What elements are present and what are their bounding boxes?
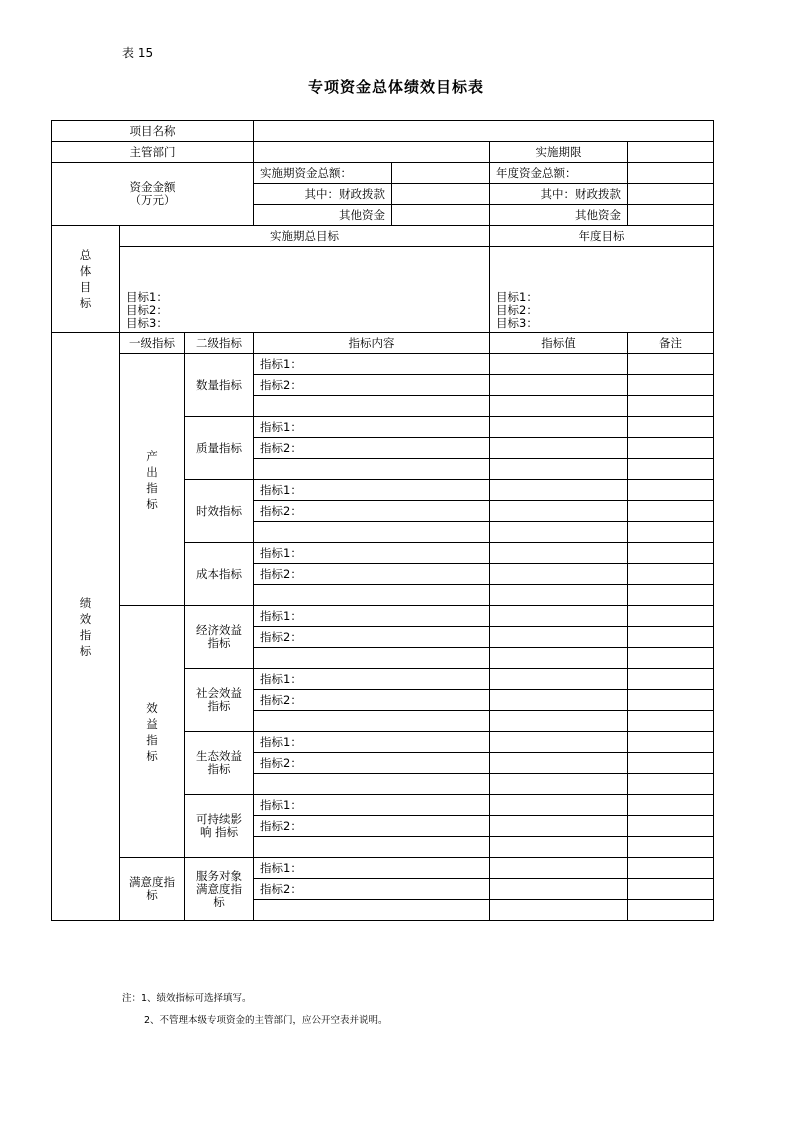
- level1-header: 一级指标: [120, 333, 185, 354]
- indicator-content[interactable]: 指标2：: [254, 564, 490, 585]
- level1-output-text: 产出指标: [146, 448, 158, 511]
- level1-benefit-text: 效益指标: [146, 700, 158, 763]
- indicator-remark[interactable]: [628, 648, 714, 669]
- period-goal-content[interactable]: [120, 247, 490, 333]
- indicator-content[interactable]: 指标2：: [254, 753, 490, 774]
- indicator-remark[interactable]: [628, 480, 714, 501]
- level1-satisfaction: 满意度指标: [120, 858, 185, 921]
- indicator-content[interactable]: 指标1：: [254, 543, 490, 564]
- level2-output-2: 质量指标: [185, 417, 254, 480]
- indicator-remark[interactable]: [628, 711, 714, 732]
- period-goal-2: 目标2：: [126, 303, 168, 317]
- annual-goal-header: 年度目标: [490, 226, 714, 247]
- annual-goal-1: 目标1：: [496, 290, 538, 304]
- period-value[interactable]: [628, 142, 714, 163]
- other-funds-label: 其他资金: [254, 205, 392, 226]
- fiscal-funds-period-value[interactable]: [392, 184, 490, 205]
- note-1: 注：1、绩效指标可选择填写。: [122, 993, 252, 1004]
- indicator-value[interactable]: [490, 543, 628, 564]
- indicator-content[interactable]: [254, 900, 490, 921]
- indicator-value[interactable]: [490, 648, 628, 669]
- other-funds-period-value[interactable]: [392, 205, 490, 226]
- indicator-value[interactable]: [490, 858, 628, 879]
- indicator-remark[interactable]: [628, 522, 714, 543]
- level2-output-4: 成本指标: [185, 543, 254, 606]
- note-2: 2、不管理本级专项资金的主管部门，应公开空表并说明。: [144, 1015, 388, 1026]
- remark-header: 备注: [628, 333, 714, 354]
- fiscal-funds-annual-value[interactable]: [628, 184, 714, 205]
- fund-amount-text: 资金金额: [129, 180, 176, 194]
- department-label: 主管部门: [52, 142, 254, 163]
- indicator-value[interactable]: [490, 375, 628, 396]
- indicator-remark[interactable]: [628, 501, 714, 522]
- indicator-value[interactable]: [490, 417, 628, 438]
- performance-text: 绩效指标: [79, 595, 92, 658]
- indicator-remark[interactable]: [628, 417, 714, 438]
- level2-satisfaction-1: 服务对象满意度指标: [185, 858, 254, 921]
- indicator-remark[interactable]: [628, 858, 714, 879]
- indicator-content[interactable]: [254, 459, 490, 480]
- annual-goal-3: 目标3：: [496, 316, 538, 330]
- indicator-value[interactable]: [490, 669, 628, 690]
- project-name-value[interactable]: [254, 121, 714, 142]
- indicator-remark[interactable]: [628, 375, 714, 396]
- indicator-value[interactable]: [490, 816, 628, 837]
- indicator-remark[interactable]: [628, 732, 714, 753]
- indicator-value[interactable]: [490, 459, 628, 480]
- performance-goal-table: [51, 120, 714, 921]
- content-header: 指标内容: [254, 333, 490, 354]
- indicator-remark[interactable]: [628, 396, 714, 417]
- indicator-value[interactable]: [490, 711, 628, 732]
- total-funds-period-value[interactable]: [392, 163, 490, 184]
- other-funds-annual-value[interactable]: [628, 205, 714, 226]
- indicator-remark[interactable]: [628, 543, 714, 564]
- indicator-value[interactable]: [490, 837, 628, 858]
- indicator-remark[interactable]: [628, 585, 714, 606]
- indicator-remark[interactable]: [628, 690, 714, 711]
- annual-total-funds-value[interactable]: [628, 163, 714, 184]
- indicator-value[interactable]: [490, 753, 628, 774]
- indicator-content[interactable]: 指标2：: [254, 816, 490, 837]
- other-funds-annual-label: 其他资金: [490, 205, 628, 226]
- indicator-content[interactable]: 指标2：: [254, 375, 490, 396]
- level1-benefit: [120, 606, 185, 858]
- indicator-value[interactable]: [490, 585, 628, 606]
- indicator-value[interactable]: [490, 900, 628, 921]
- indicator-value[interactable]: [490, 879, 628, 900]
- indicator-value[interactable]: [490, 732, 628, 753]
- page-title: 专项资金总体绩效目标表: [307, 78, 484, 96]
- indicator-value[interactable]: [490, 480, 628, 501]
- fund-amount-label: [52, 163, 254, 226]
- indicator-content[interactable]: 指标2：: [254, 879, 490, 900]
- indicator-content[interactable]: 指标1：: [254, 795, 490, 816]
- indicator-content[interactable]: 指标1：: [254, 354, 490, 375]
- level2-benefit-3: 生态效益 指标: [185, 732, 254, 795]
- indicator-value[interactable]: [490, 522, 628, 543]
- indicator-content[interactable]: [254, 774, 490, 795]
- department-value[interactable]: [254, 142, 490, 163]
- overall-goal-text: 总体目标: [79, 248, 92, 310]
- indicator-remark[interactable]: [628, 354, 714, 375]
- indicator-content[interactable]: 指标2：: [254, 690, 490, 711]
- period-goal-header: 实施期总目标: [120, 226, 490, 247]
- indicator-content[interactable]: 指标1：: [254, 732, 490, 753]
- annual-total-funds-label: 年度资金总额：: [490, 163, 628, 184]
- indicator-remark[interactable]: [628, 438, 714, 459]
- indicator-remark[interactable]: [628, 669, 714, 690]
- fiscal-funds-label: 其中：财政拨款: [254, 184, 392, 205]
- indicator-remark[interactable]: [628, 606, 714, 627]
- period-goal-3: 目标3：: [126, 316, 168, 330]
- project-name-label: 项目名称: [52, 121, 254, 142]
- level2-benefit-4: 可持续影响 指标: [185, 795, 254, 858]
- indicator-content[interactable]: [254, 837, 490, 858]
- indicator-remark[interactable]: [628, 795, 714, 816]
- indicator-remark[interactable]: [628, 627, 714, 648]
- fund-unit-text: （万元）: [129, 193, 176, 207]
- total-funds-period-label: 实施期资金总额：: [254, 163, 392, 184]
- annual-goal-2: 目标2：: [496, 303, 538, 317]
- level2-benefit-1: 经济效益 指标: [185, 606, 254, 669]
- indicator-content[interactable]: [254, 585, 490, 606]
- overall-goal-label: [52, 226, 120, 333]
- indicator-content[interactable]: 指标2：: [254, 438, 490, 459]
- indicator-value[interactable]: [490, 564, 628, 585]
- indicator-value[interactable]: [490, 354, 628, 375]
- indicator-content[interactable]: [254, 396, 490, 417]
- level2-output-1: 数量指标: [185, 354, 254, 417]
- indicator-content[interactable]: 指标1：: [254, 480, 490, 501]
- indicator-remark[interactable]: [628, 900, 714, 921]
- indicator-content[interactable]: 指标1：: [254, 417, 490, 438]
- indicator-content[interactable]: 指标2：: [254, 627, 490, 648]
- notes: [122, 988, 388, 1032]
- indicator-remark[interactable]: [628, 753, 714, 774]
- fiscal-funds-annual-label: 其中：财政拨款: [490, 184, 628, 205]
- indicator-value[interactable]: [490, 774, 628, 795]
- indicator-content[interactable]: 指标1：: [254, 858, 490, 879]
- indicator-remark[interactable]: [628, 879, 714, 900]
- indicator-value[interactable]: [490, 501, 628, 522]
- indicator-value[interactable]: [490, 627, 628, 648]
- indicator-value[interactable]: [490, 396, 628, 417]
- level1-output: [120, 354, 185, 606]
- indicator-value[interactable]: [490, 690, 628, 711]
- indicator-content[interactable]: 指标1：: [254, 669, 490, 690]
- indicator-content[interactable]: [254, 711, 490, 732]
- indicator-content[interactable]: [254, 648, 490, 669]
- indicator-content[interactable]: 指标1：: [254, 606, 490, 627]
- annual-goal-content[interactable]: [490, 247, 714, 333]
- indicator-value[interactable]: [490, 438, 628, 459]
- level2-header: 二级指标: [185, 333, 254, 354]
- period-label: 实施期限: [490, 142, 628, 163]
- indicator-remark[interactable]: [628, 816, 714, 837]
- table-number: 表 15: [122, 46, 154, 60]
- indicator-content[interactable]: 指标2：: [254, 501, 490, 522]
- indicator-remark[interactable]: [628, 837, 714, 858]
- indicator-remark[interactable]: [628, 774, 714, 795]
- period-goal-1: 目标1：: [126, 290, 168, 304]
- indicator-value[interactable]: [490, 606, 628, 627]
- level2-output-3: 时效指标: [185, 480, 254, 543]
- level2-benefit-2: 社会效益 指标: [185, 669, 254, 732]
- performance-label: [52, 333, 120, 921]
- indicator-remark[interactable]: [628, 564, 714, 585]
- indicator-value[interactable]: [490, 795, 628, 816]
- value-header: 指标值: [490, 333, 628, 354]
- indicator-remark[interactable]: [628, 459, 714, 480]
- indicator-content[interactable]: [254, 522, 490, 543]
